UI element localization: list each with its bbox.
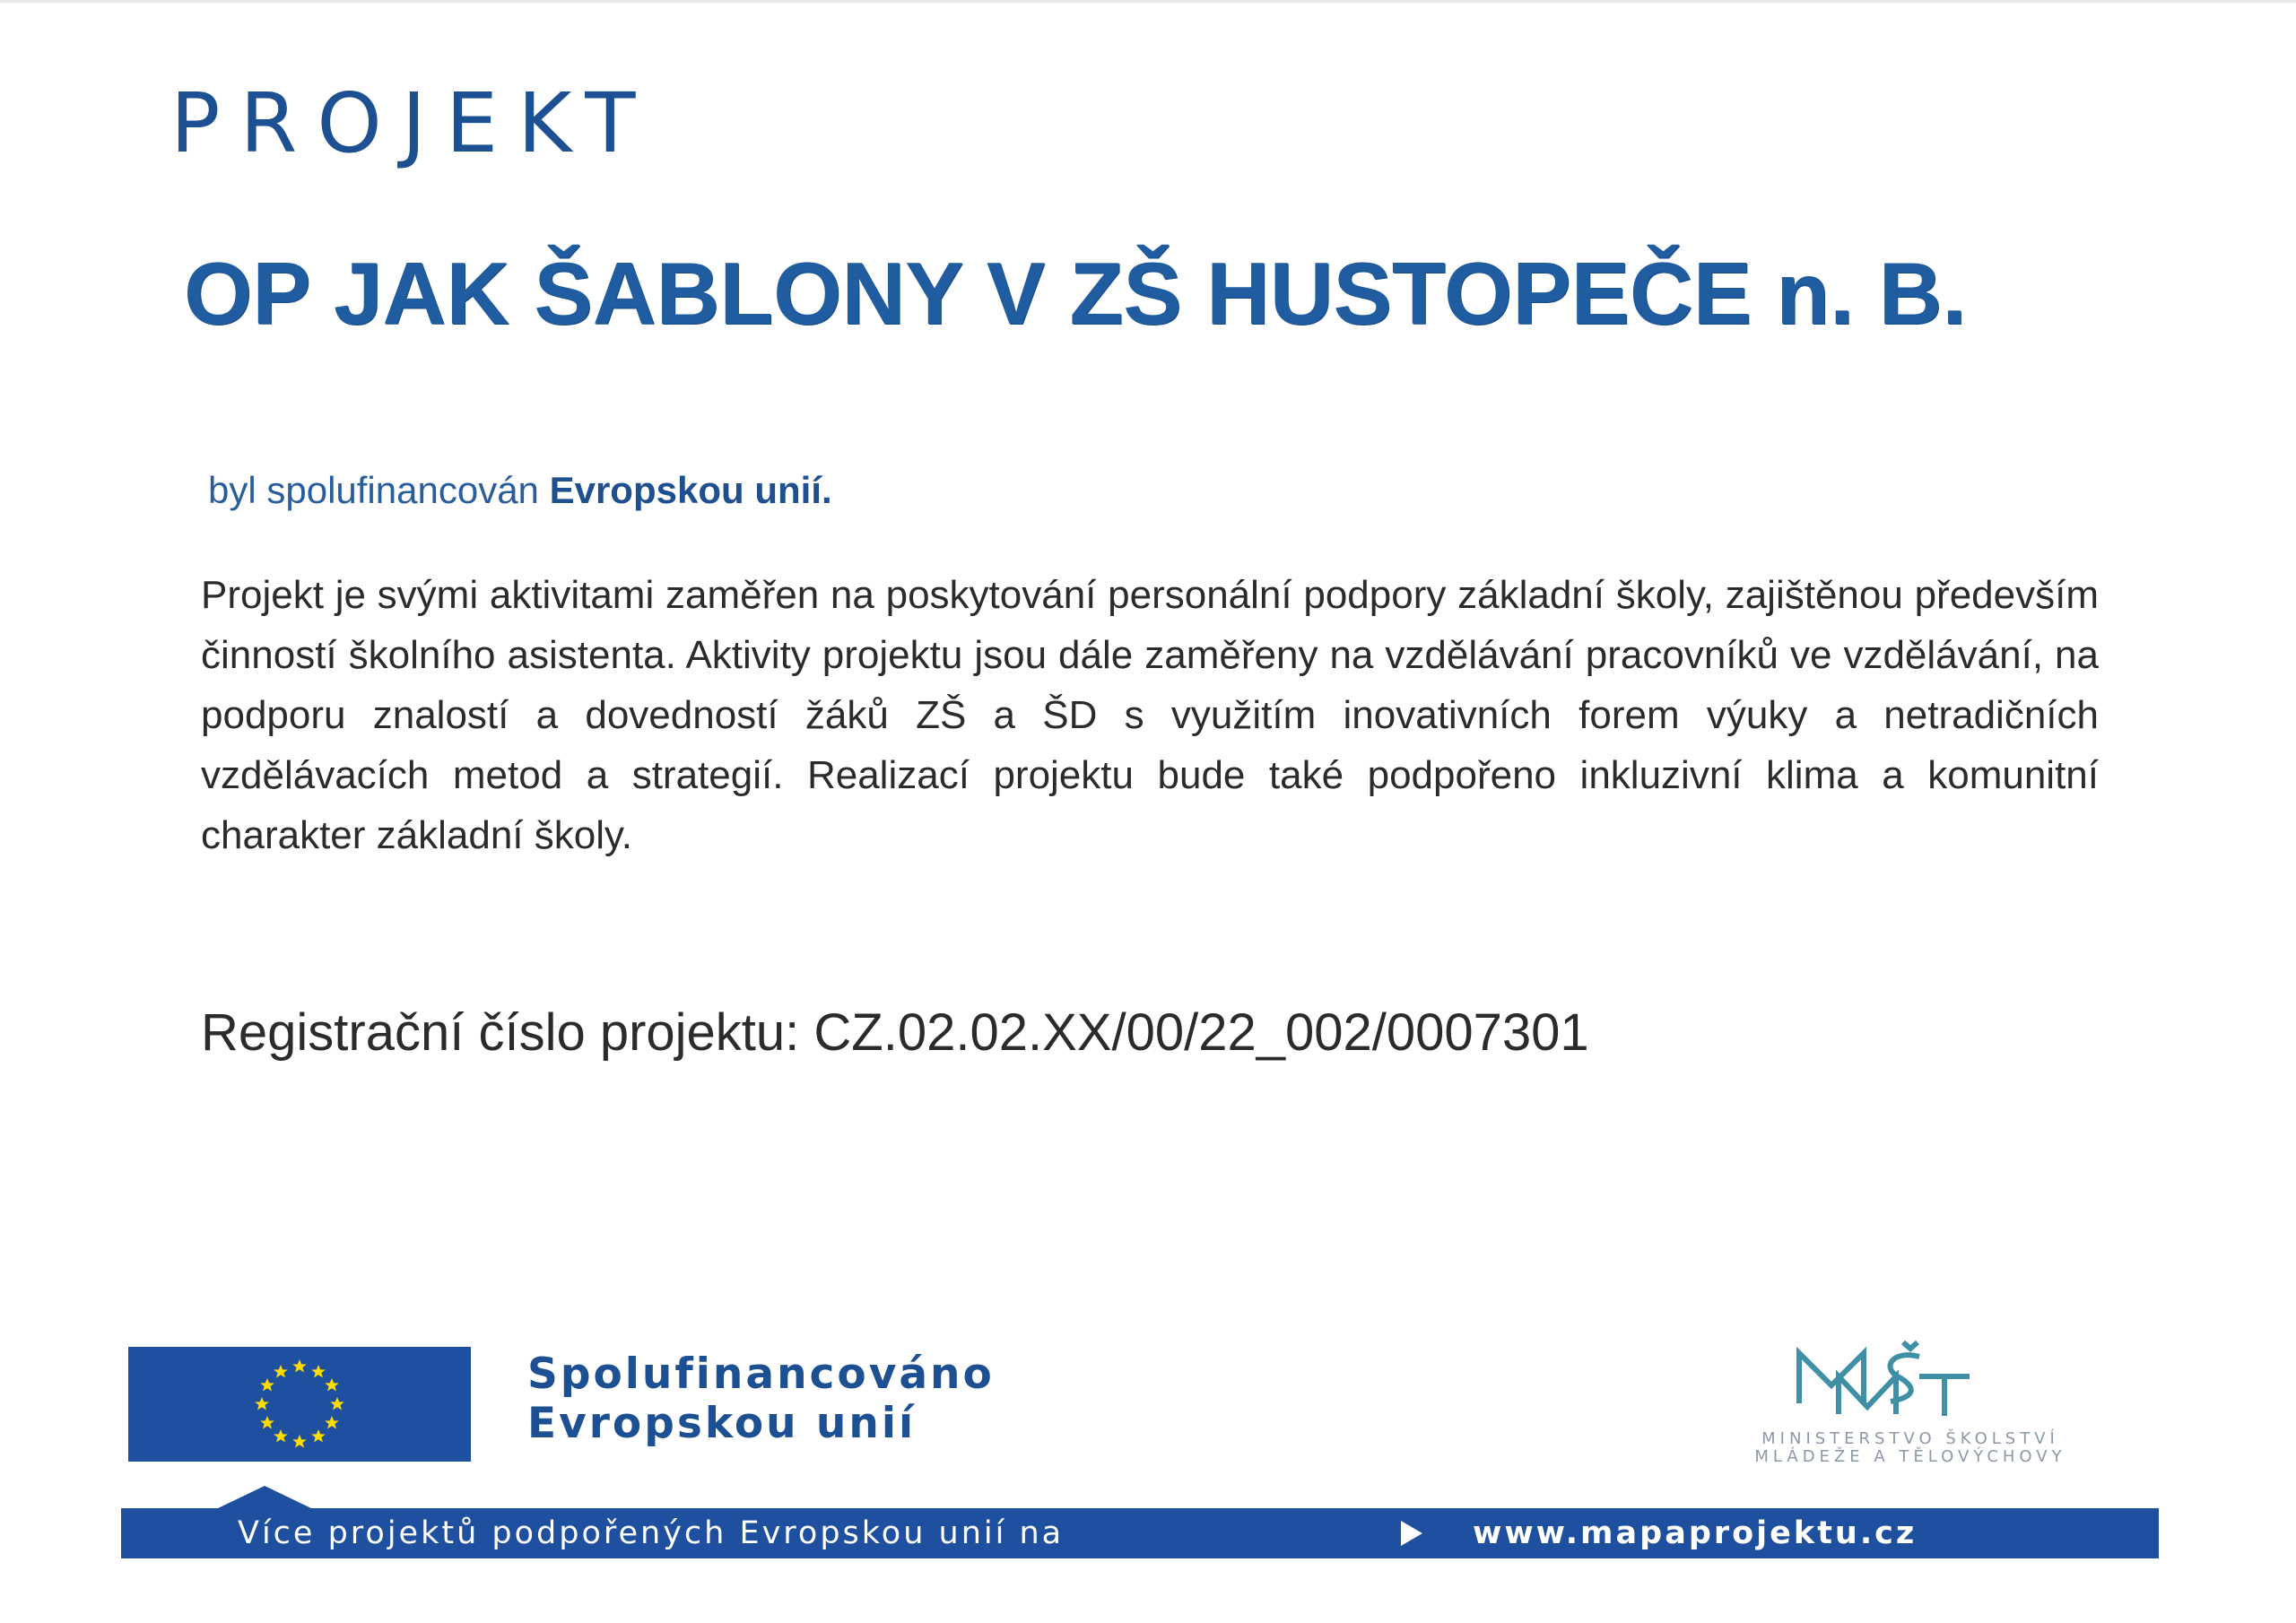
eu-cofinance-label [527, 1350, 995, 1448]
play-arrow-icon [1401, 1521, 1422, 1546]
page-edge [0, 0, 2296, 3]
footer-bar-text: Více projektů podpořených Evropskou unií na [238, 1515, 1065, 1551]
eu-stars [128, 1347, 471, 1462]
footer-url-link[interactable]: www.mapaprojektu.cz [1473, 1515, 1918, 1551]
ministry-name-line2: MLÁDEŽE A TĚLOVÝCHOVY [1754, 1447, 2066, 1466]
bar-notch [218, 1486, 311, 1508]
cofinance-statement [208, 469, 832, 512]
cofinance-prefix: byl spolufinancován [208, 469, 550, 511]
eu-label-line1: Spolufinancováno [527, 1350, 995, 1399]
page-heading: PROJEKT [170, 75, 656, 171]
project-title: OP JAK ŠABLONY V ZŠ HUSTOPEČE n. B. [184, 244, 1967, 343]
cofinance-emphasis: Evropskou unií. [549, 469, 832, 511]
registration-number: Registrační číslo projektu: CZ.02.02.XX/00/22_002/0007301 [201, 1003, 1589, 1062]
msmt-logo [1785, 1341, 2018, 1419]
msmt-logo-mark [1785, 1341, 2018, 1419]
ministry-name-line1: MINISTERSTVO ŠKOLSTVÍ [1761, 1429, 2059, 1448]
eu-label-line2: Evropskou unií [527, 1399, 917, 1448]
eu-flag-icon [128, 1347, 471, 1462]
ministry-name [1677, 1430, 2144, 1466]
project-description: Projekt je svými aktivitami zaměřen na poskytování personální podpory základní školy, zajištěnou především činností školního asistenta. Aktivity projektu jsou dále zaměřeny na vzdělávání pracovníků ve vzdělávání, na podporu znalostí a dovedností žáků ZŠ a ŠD s využitím inovativních forem výuky a netradičních vzdělávacích metod a strategií. Realizací projektu bude také podpořeno inkluzivní klima a komunitní charakter základní školy. [201, 573, 2099, 857]
